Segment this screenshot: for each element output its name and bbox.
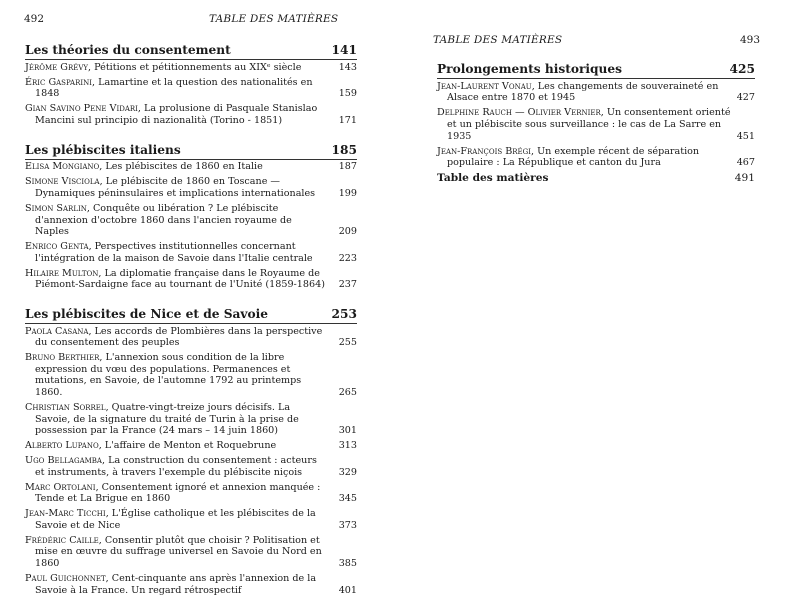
final-entry [437, 172, 755, 184]
toc-section [437, 62, 755, 169]
section-page: 253 [331, 306, 357, 321]
section-rule [25, 59, 357, 60]
section-title: Prolongements historiques [437, 62, 623, 76]
section-rule [437, 78, 755, 79]
section-page: 141 [331, 43, 357, 57]
toc-section [25, 43, 357, 127]
entry-author: Paola Casana [25, 325, 89, 337]
entry-title: , L'annexion sous condition de la libre expression du vœu des populations. Permanences et mutations, en Savoie, de l'automne 1792 au printemps 1860. [35, 352, 302, 398]
entry-title: , La diplomatie française dans le Royaume de Piémont-Sardaigne face au tournant de l'Unité (1859-1864) [35, 267, 325, 291]
left-page [0, 0, 395, 596]
toc-entry [25, 573, 357, 596]
left-toc [25, 43, 357, 600]
entry-title: , Consentement ignoré et annexion manquée : Tende et La Brigue en 1860 [35, 481, 321, 505]
toc-entry [437, 107, 755, 142]
entry-author: Hilaire Multon [25, 267, 99, 279]
entry-author: Alberto Lupano [25, 440, 99, 452]
entry-author: Simone Visciola [25, 176, 100, 188]
entry-author: Enrico Genta [25, 241, 89, 253]
toc-entry [25, 203, 357, 238]
entry-author: Christian Sorrel [25, 401, 106, 413]
toc-section [25, 143, 357, 291]
entry-author: Gian Savino Pene Vidari [25, 103, 138, 115]
entry-author: Jérôme Grévy [25, 61, 89, 73]
entry-title: , Un exemple récent de séparation populaire : La République et canton du Jura [447, 145, 700, 169]
entry-author: Simon Sarlin [25, 202, 87, 214]
entry-title: , Les accords de Plombières dans la perspective du consentement des peuples [35, 325, 323, 349]
entry-page: 237 [338, 279, 357, 291]
entry-title: , Pétitions et pétitionnements au XIXᵉ siècle [88, 61, 302, 73]
entry-page: 467 [736, 157, 755, 169]
entry-title: , Les changements de souveraineté en Alsace entre 1870 et 1945 [447, 80, 719, 104]
toc-entry [25, 62, 357, 74]
left-running-title: TABLE DES MATIÈRES [209, 13, 339, 25]
toc-entry [25, 326, 357, 349]
entry-title: , La construction du consentement : acteurs et instruments, à travers l'exemple du plébiscite niçois [35, 455, 317, 478]
entry-page: 209 [338, 226, 357, 238]
left-page-number: 492 [24, 13, 45, 25]
toc-entry [25, 352, 357, 398]
section-heading [25, 307, 357, 321]
right-toc [437, 62, 755, 186]
entry-title: , L'Église catholique et les plébiscites de la Savoie et de Nice [35, 508, 316, 531]
entry-page: 427 [736, 92, 755, 104]
toc-entry [25, 535, 357, 570]
right-page [396, 0, 791, 559]
entry-page: 451 [736, 130, 755, 142]
entry-title: , Lamartine et la question des nationalités en 1848 [35, 76, 313, 100]
entry-page: 345 [338, 493, 357, 505]
entry-page: 329 [338, 466, 357, 478]
entry-page: 143 [338, 61, 357, 73]
entry-page: 385 [338, 558, 357, 570]
entry-author: Frédéric Caille [25, 534, 99, 546]
entry-title: , Conquête ou libération ? Le plébiscite d'annexion d'octobre 1860 dans l'ancien royaume de Naples [35, 202, 292, 238]
entry-page: 313 [338, 440, 357, 452]
toc-entry [437, 146, 755, 169]
entry-author: Jean-Laurent Vonau [437, 80, 532, 92]
entry-title: , Quatre-vingt-treize jours décisifs. La Savoie, de la signature du traité de Turin à la prise de possession par la France (24 mars – 14 juin 1860) [35, 401, 299, 437]
toc-entry [25, 161, 357, 173]
entry-page: 171 [338, 114, 357, 126]
toc-entry [437, 81, 755, 104]
entry-page: 255 [338, 337, 357, 349]
section-page: 185 [331, 142, 357, 157]
entry-page: 199 [338, 187, 357, 199]
entry-author: Elisa Mongiano [25, 161, 100, 173]
entry-title: , Consentir plutôt que choisir ? Politisation et mise en œuvre du suffrage universel en Savoie du Nord en 1860 [35, 534, 322, 570]
section-heading [25, 143, 357, 157]
section-page: 425 [729, 62, 755, 76]
entry-title: , La prolusione di Pasquale Stanislao Mancini sul principio di nazionalità (Torino - 1851) [35, 103, 318, 126]
section-heading [25, 43, 357, 57]
entry-author: Éric Gasparini [25, 76, 93, 88]
entry-author: Delphine Rauch — Olivier Vernier [437, 107, 601, 119]
entry-author: Jean-François Brégi [437, 145, 531, 157]
toc-entry [25, 103, 357, 126]
entry-title: , L'affaire de Menton et Roquebrune [98, 440, 277, 452]
toc-entry [25, 482, 357, 505]
entry-title: , Un consentement orienté et un plébiscite sous surveillance : le cas de La Sarre en 1935 [447, 107, 731, 142]
entry-author: Bruno Berthier [25, 352, 100, 364]
entry-page: 187 [338, 161, 357, 173]
right-running-title: TABLE DES MATIÈRES [433, 34, 563, 46]
entry-author: Ugo Bellagamba [25, 455, 102, 467]
toc-entry [25, 241, 357, 264]
entry-page: 373 [338, 519, 357, 531]
entry-author: Jean-Marc Ticchi [25, 508, 106, 520]
toc-entry [25, 455, 357, 478]
section-title: Les plébiscites italiens [25, 142, 181, 157]
section-rule [25, 159, 357, 160]
entry-author: Marc Ortolani [25, 481, 96, 493]
entry-page: 265 [338, 387, 357, 398]
toc-section [25, 307, 357, 596]
entry-page: 401 [338, 584, 357, 596]
toc-entry [25, 268, 357, 291]
section-rule [25, 323, 357, 324]
entry-page: 223 [338, 252, 357, 264]
entry-page: 159 [338, 88, 357, 100]
toc-entry [25, 402, 357, 437]
entry-title: , Perspectives institutionnelles concernant l'intégration de la maison de Savoie dans l'Italie centrale [35, 241, 313, 264]
right-page-number: 493 [740, 34, 761, 46]
toc-entry [25, 440, 357, 452]
section-title: Les théories du consentement [25, 43, 231, 57]
entry-author: Paul Guichonnet [25, 573, 106, 585]
final-entry-title: Table des matières [437, 172, 549, 185]
entry-title: , Les plébiscites de 1860 en Italie [99, 161, 263, 173]
toc-entry [25, 176, 357, 199]
section-heading [437, 62, 755, 76]
entry-page: 301 [338, 425, 357, 437]
entry-title: , Le plébiscite de 1860 en Toscane — Dynamiques péninsulaires et implications internationales [35, 176, 316, 199]
final-entry-page: 491 [734, 172, 755, 185]
entry-title: , Cent-cinquante ans après l'annexion de la Savoie à la France. Un regard rétrospectif [35, 573, 317, 596]
toc-entry [25, 508, 357, 531]
toc-entry [25, 77, 357, 100]
section-title: Les plébiscites de Nice et de Savoie [25, 306, 269, 321]
